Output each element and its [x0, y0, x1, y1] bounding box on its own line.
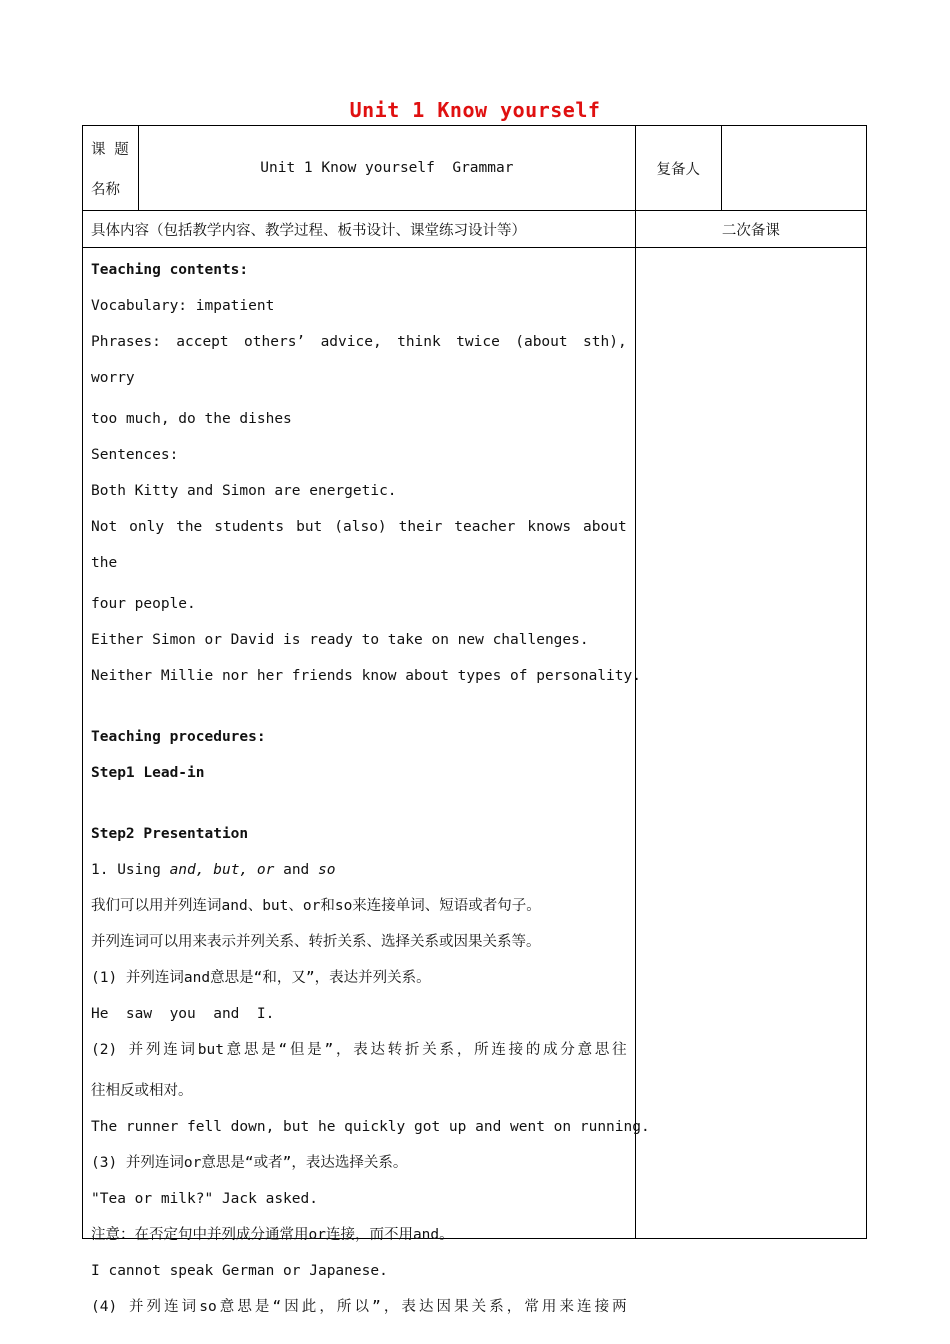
document-title: Unit 1 Know yourself [349, 98, 601, 122]
sentences-heading: Sentences: [91, 447, 179, 463]
step1-heading: Step1 Lead-in [91, 765, 205, 781]
example-2: The runner fell down, but he quickly got up and went on running. [91, 1119, 650, 1135]
cn-line-4a: (2) 并列连词but意思是“但是”，表达转折关系，所连接的成分意思往 [91, 1042, 627, 1058]
word-but: but, [213, 862, 249, 878]
lesson-plan-table [82, 125, 867, 1315]
word-so: so [318, 862, 336, 878]
spacer [91, 694, 627, 719]
reviewer-value [721, 126, 866, 211]
reviewer-label: 复备人 [635, 126, 721, 211]
word-and-plain: and [283, 862, 310, 878]
sentence-1: Both Kitty and Simon are energetic. [91, 483, 397, 499]
topic-label-cell [83, 126, 139, 211]
course-name: Unit 1 Know yourself Grammar [139, 126, 636, 211]
teaching-contents-heading: Teaching contents: [91, 262, 249, 278]
sentence-3: Either Simon or David is ready to take on new challenges. [91, 632, 589, 648]
procedures-heading: Teaching procedures: [91, 729, 266, 745]
body-row [83, 248, 867, 1239]
phrases-line-2: too much, do the dishes [91, 411, 292, 427]
example-4: I cannot speak German or Japanese. [91, 1263, 388, 1279]
topic-label-top: 课 题 [91, 142, 129, 158]
content-description: 具体内容（包括教学内容、教学过程、板书设计、课堂练习设计等） [83, 211, 636, 248]
topic-label-bottom: 名称 [91, 182, 120, 198]
header-row [83, 126, 867, 211]
cn-line-2: 并列连词可以用来表示并列关系、转折关系、选择关系或因果关系等。 [91, 934, 541, 950]
cn-line-4b: 往相反或相对。 [91, 1083, 193, 1099]
step2-heading: Step2 Presentation [91, 826, 249, 842]
example-3: "Tea or milk?" Jack asked. [91, 1191, 318, 1207]
second-prep-cell [635, 248, 866, 1239]
sentence-4: Neither Millie nor her friends know about types of personality. [91, 668, 641, 684]
cn-line-3: (1) 并列连词and意思是“和，又”，表达并列关系。 [91, 970, 431, 986]
subheader-row [83, 211, 867, 248]
cn-line-7: (4) 并列连词so意思是“因此，所以”，表达因果关系，常用来连接两 [91, 1299, 627, 1315]
cn-line-6: 注意：在否定句中并列成分通常用or连接，而不用and。 [91, 1227, 454, 1243]
example-1: He saw you and I. [91, 1006, 275, 1022]
sentence-2-line-1: Not only the students but (also) their teacher knows about the [91, 519, 627, 571]
vocabulary-line: Vocabulary: impatient [91, 298, 275, 314]
word-or: or [256, 862, 275, 878]
cn-line-5: (3) 并列连词or意思是“或者”，表达选择关系。 [91, 1155, 408, 1171]
sentence-2-line-2: four people. [91, 596, 196, 612]
spacer [91, 791, 627, 816]
word-and: and, [169, 862, 205, 878]
cn-line-1: 我们可以用并列连词and、but、or和so来连接单词、短语或者句子。 [91, 898, 541, 914]
point-1-heading [91, 852, 627, 888]
content-cell [83, 248, 650, 1315]
phrases-line-1: Phrases: accept others’ advice, think twice (about sth), worry [91, 334, 627, 386]
second-prep-label: 二次备课 [635, 211, 866, 248]
point-1-prefix: 1. Using [91, 862, 170, 878]
